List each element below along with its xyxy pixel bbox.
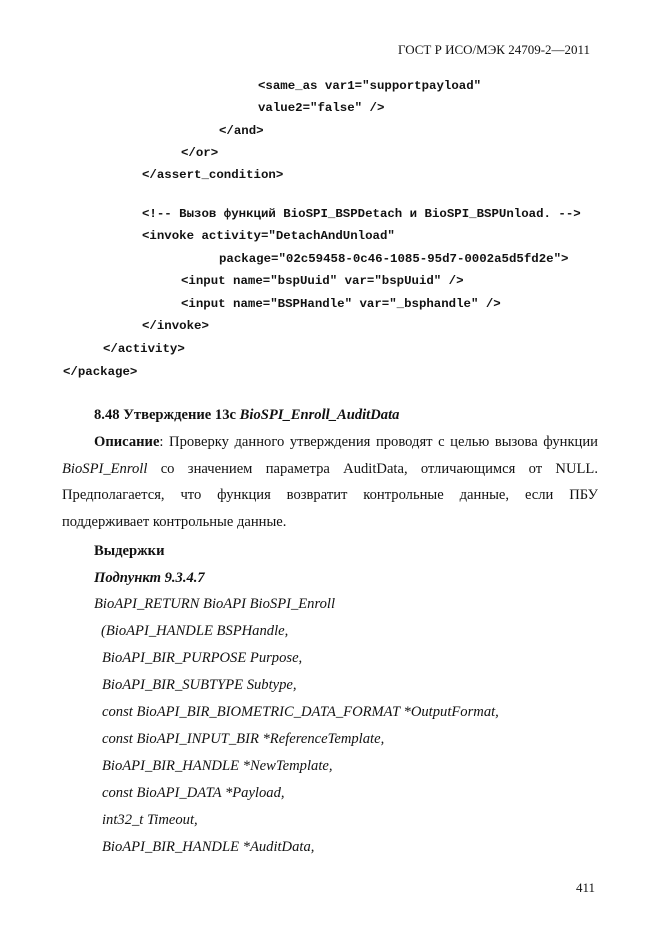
signature-line: const BioAPI_BIR_BIOMETRIC_DATA_FORMAT *OutputFormat,	[102, 704, 499, 720]
code-line: </package>	[63, 365, 138, 379]
description-label: Описание	[94, 434, 160, 450]
description-text-1: : Проверку данного утверждения проводят с целью вызова функции	[159, 434, 598, 450]
signature-line: int32_t Timeout,	[102, 812, 198, 828]
subclause-heading: Подпункт 9.3.4.7	[94, 570, 205, 586]
signature-line: BioAPI_BIR_PURPOSE Purpose,	[102, 650, 303, 666]
signature-line: BioAPI_RETURN BioAPI BioSPI_Enroll	[94, 596, 336, 612]
code-comment-line: <!-- Вызов функций BioSPI_BSPDetach и BioSPI_BSPUnload. -->	[142, 207, 581, 221]
code-line: </and>	[219, 124, 264, 138]
description-function: BioSPI_Enroll	[62, 460, 148, 477]
signature-line: const BioAPI_DATA *Payload,	[102, 785, 285, 801]
code-line: value2="false" />	[258, 101, 385, 115]
signature-line: BioAPI_BIR_HANDLE *AuditData,	[102, 839, 315, 855]
description-paragraph	[62, 429, 598, 535]
signature-line: BioAPI_BIR_SUBTYPE Subtype,	[102, 677, 297, 693]
signature-line: (BioAPI_HANDLE BSPHandle,	[101, 623, 289, 639]
code-line: </or>	[181, 146, 219, 160]
code-line: <input name="BSPHandle" var="_bsphandle" />	[181, 297, 501, 311]
section-number-title: 8.48 Утверждение 13c	[94, 407, 236, 423]
section-function-name: BioSPI_Enroll_AuditData	[239, 407, 400, 423]
section-heading	[94, 406, 399, 424]
description-text-2: со значением параметра AuditData, отличающимся от NULL. Предполагается, что функция возвратит контрольные данные, если ПБУ поддерживает контрольные данные.	[62, 460, 598, 530]
code-line: </assert_condition>	[142, 168, 284, 182]
code-line: </activity>	[103, 342, 185, 356]
code-line: </invoke>	[142, 319, 209, 333]
document-id-header: ГОСТ Р ИСО/МЭК 24709-2—2011	[398, 42, 591, 57]
code-line: <same_as var1="supportpayload"	[258, 79, 482, 93]
code-line: package="02c59458-0c46-1085-95d7-0002a5d5fd2e">	[219, 252, 569, 266]
code-line: <invoke activity="DetachAndUnload"	[142, 229, 395, 243]
signature-line: BioAPI_BIR_HANDLE *NewTemplate,	[102, 758, 333, 774]
code-line: <input name="bspUuid" var="bspUuid" />	[181, 274, 464, 288]
signature-line: const BioAPI_INPUT_BIR *ReferenceTemplate,	[102, 731, 385, 747]
page-number: 411	[576, 880, 596, 895]
excerpts-heading: Выдержки	[94, 543, 165, 559]
